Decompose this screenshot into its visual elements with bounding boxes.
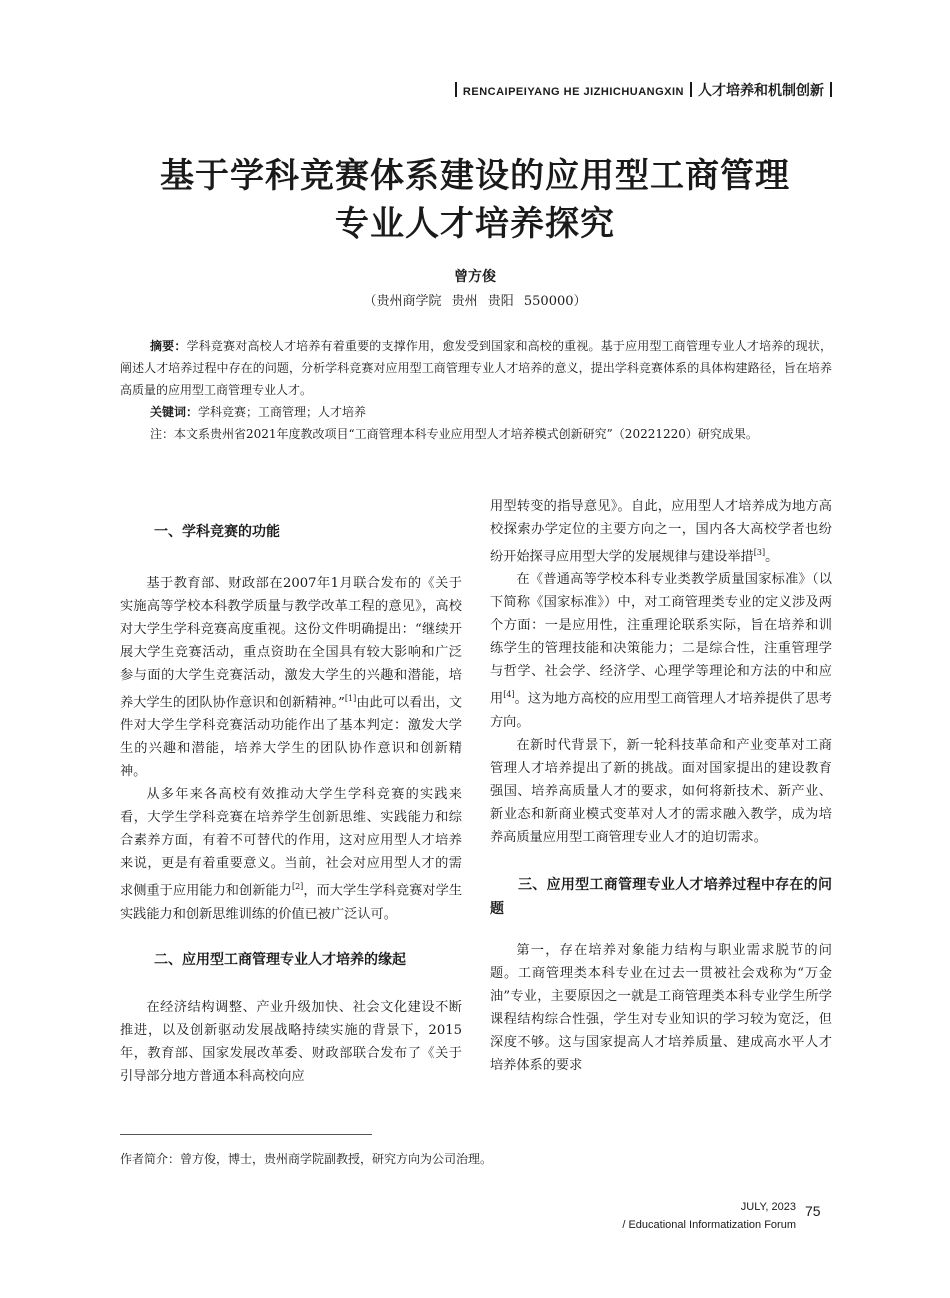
section-2-paragraph: 在经济结构调整、产业升级加快、社会文化建设不断推进，以及创新驱动发展战略持续实施的背景下，2015年，教育部、国家发展改革委、财政部联合发布了《关于引导部分地方普通本科高校向应 bbox=[120, 999, 462, 1084]
header-pinyin: RENCAIPEIYANG HE JIZHICHUANGXIN bbox=[462, 86, 684, 98]
header-divider bbox=[830, 82, 832, 97]
author-name: 曾方俊 bbox=[454, 269, 496, 285]
footnote-divider bbox=[120, 1134, 372, 1135]
section-3-heading: 三、应用型工商管理专业人才培养过程中存在的问题 bbox=[490, 876, 832, 917]
page-number: 75 bbox=[805, 1203, 821, 1219]
abstract-block bbox=[120, 335, 832, 445]
paragraph-text: ，而大学生学科竞赛对学生实践能力和创新思维训练的价值已被广泛认可。 bbox=[120, 883, 463, 922]
paragraph-text: 。这为地方高校的应用型工商管理人才培养提供了思考方向。 bbox=[490, 691, 833, 730]
footer-journal: / Educational Informatization Forum bbox=[622, 1219, 796, 1231]
citation: [4] bbox=[503, 690, 515, 700]
keywords-paragraph bbox=[120, 401, 832, 423]
paragraph-text: 基于教育部、财政部在2007年1月联合发布的《关于实施高等学校本科教学质量与教学改革工程的意见》，高校对大学生学科竞赛高度重视。这份文件明确提出：“继续开展大学生竞赛活动，重点资助在全国具有较大影响和广泛参与面的大学生竞赛活动，激发大学生的兴趣和潜能，培养大学生的团队协作意识和创新精神。” bbox=[120, 576, 462, 711]
section-3-paragraph: 第一，存在培养对象能力结构与职业需求脱节的问题。工商管理类本科专业在过去一贯被社会戏称为“万金油”专业，主要原因之一就是工商管理类本科专业学生所学课程结构综合性强，学生对专业知识的学习较为宽泛，但深度不够。这与国家提高人才培养质量、建成高水平人才培养体系的要求 bbox=[490, 942, 832, 1073]
abstract-paragraph bbox=[120, 335, 832, 401]
header-divider bbox=[455, 82, 457, 97]
paragraph-text: 在《普通高等学校本科专业类教学质量国家标准》（以下简称《国家标准》）中，对工商管理类专业的定义涉及两个方面：一是应用性，注重理论联系实际，旨在培养和训练学生的管理技能和决策能力；二是综合性，注重管理学与哲学、社会学、经济学、心理学等理论和方法的中和应用 bbox=[490, 572, 832, 707]
left-column bbox=[120, 520, 462, 1088]
page-footer bbox=[622, 1198, 796, 1234]
funding-note: 注：本文系贵州省2021年度教改项目“工商管理本科专业应用型人才培养模式创新研究”（20221220）研究成果。 bbox=[150, 427, 758, 441]
section-1-heading: 一、学科竞赛的功能 bbox=[154, 524, 280, 540]
right-column bbox=[490, 495, 832, 1077]
keywords-text: 学科竞赛；工商管理；人才培养 bbox=[198, 405, 367, 419]
citation: [1] bbox=[344, 694, 357, 703]
footer-date: JULY, 2023 bbox=[740, 1201, 796, 1213]
title-line-1: 基于学科竞赛体系建设的应用型工商管理 bbox=[160, 156, 790, 196]
citation: [3] bbox=[753, 548, 766, 557]
section-1-paragraph bbox=[120, 572, 462, 783]
keywords-label: 关键词： bbox=[150, 405, 199, 419]
section-2-paragraph-continued bbox=[490, 495, 832, 568]
author-affiliation: （贵州商学院 贵州 贵阳 550000） bbox=[363, 294, 587, 309]
paragraph-text: 用型转变的指导意见》。自此，应用型人才培养成为地方高校探索办学定位的主要方向之一，国内各大高校学者也纷纷开始探寻应用型大学的发展规律与建设举措 bbox=[490, 499, 832, 565]
header-divider bbox=[690, 82, 692, 97]
abstract-label: 摘要： bbox=[150, 339, 187, 353]
citation: [2] bbox=[291, 882, 304, 892]
running-header bbox=[449, 80, 838, 100]
author-bio: 作者简介：曾方俊，博士，贵州商学院副教授，研究方向为公司治理。 bbox=[120, 1152, 493, 1166]
article-title bbox=[0, 152, 950, 248]
title-line-2: 专业人才培养探究 bbox=[335, 204, 615, 244]
paragraph-text: 从多年来各高校有效推动大学生学科竞赛的实践来看，大学生学科竞赛在培养学生创新思维、实践能力和综合素养方面，有着不可替代的作用，这对应用型人才培养来说，更是有着重要意义。当前，社会对应用型人才的需求侧重于应用能力和创新能力 bbox=[120, 787, 462, 899]
abstract-text: 学科竞赛对高校人才培养有着重要的支撑作用，愈发受到国家和高校的重视。基于应用型工商管理专业人才培养的现状，阐述人才培养过程中存在的问题，分析学科竞赛对应用型工商管理专业人才培养的意义，提出学科竞赛体系的具体构建路径，旨在培养高质量的应用型工商管理专业人才。 bbox=[120, 339, 832, 397]
header-column-title: 人才培养和机制创新 bbox=[698, 83, 824, 99]
section-2-paragraph bbox=[490, 568, 832, 733]
paragraph-text: 。 bbox=[765, 549, 779, 565]
section-1-paragraph bbox=[120, 783, 462, 925]
section-2-paragraph: 在新时代背景下，新一轮科技革命和产业变革对工商管理人才培养提出了新的挑战。面对国家提出的建设教育强国、培养高质量人才的要求，如何将新技术、新产业、新业态和新商业模式变革对人才的需求融入教学，成为培养高质量应用型工商管理专业人才的迫切需求。 bbox=[490, 737, 832, 845]
paragraph-text: 由此可以看出，文件对大学生学科竞赛活动功能作出了基本判定：激发大学生的兴趣和潜能，培养大学生的团队协作意识和创新精神。 bbox=[120, 695, 463, 780]
section-2-heading: 二、应用型工商管理专业人才培养的缘起 bbox=[154, 951, 406, 968]
